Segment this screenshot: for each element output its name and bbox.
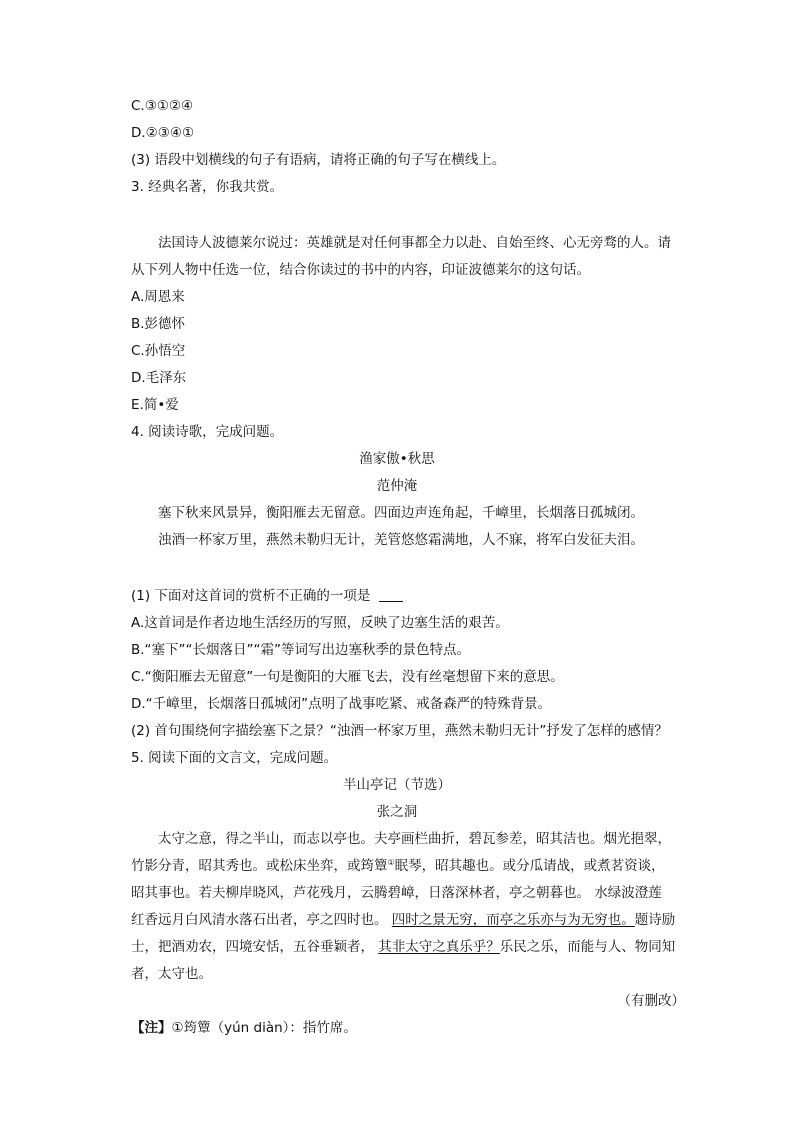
prose-author: 张之洞 — [376, 804, 418, 820]
prose-line-4-part-a: 红香远月白风清水落石出者，亭之四时也。 — [131, 912, 392, 928]
prose-line-1: 太守之意，得之半山，而志以亭也。夫亭画栏曲折，碧瓦参差，昭其洁也。烟光挹翠， — [158, 831, 671, 847]
prose-line-5 — [131, 937, 675, 957]
option-e-jane-eyre: E.简•爱 — [131, 397, 179, 413]
prose-line-2-part-b: 眠琴，昭其趣也。或分瓜请战，或煮茗资谈， — [394, 858, 665, 874]
option-b-peng-dehuai: B.彭德怀 — [131, 316, 186, 332]
question-5-title: 5. 阅读下面的文言文，完成问题。 — [131, 750, 338, 766]
prose-line-5-part-b: 乐民之乐，而能与人、物同知 — [499, 939, 676, 955]
prose-line-2 — [131, 856, 665, 876]
underlined-sentence-2: 其非太守之真乐乎？ — [378, 939, 500, 955]
answer-blank[interactable] — [379, 587, 403, 602]
prose-line-3: 昭其事也。若夫柳岸晓风，芦花残月，云腾碧嶂，日落深林者，亭之朝暮也。 水绿波澄莲 — [131, 885, 662, 901]
option-c-sun-wukong: C.孙悟空 — [131, 343, 186, 359]
question-3-body-line-2: 从下列人物中任选一位，结合你读过的书中的内容，印证波德莱尔的这句话。 — [131, 262, 590, 278]
option-d-mao-zedong: D.毛泽东 — [131, 370, 187, 386]
underlined-sentence-1: 四时之景无穷，而亭之乐亦与为无穷也。 — [391, 912, 635, 928]
prose-line-5-part-a: 士，把酒劝农，四境安恬，五谷垂颖者， — [131, 939, 379, 955]
option-a-zhou-enlai: A.周恩来 — [131, 289, 185, 305]
footnote-body: ①筠簟（yún diàn）：指竹席。 — [171, 1020, 357, 1036]
question-4-option-d: D.“千嶂里，长烟落日孤城闭”点明了战事吃紧、戒备森严的特殊背景。 — [131, 696, 552, 712]
question-3-title: 3. 经典名著，你我共赏。 — [131, 179, 284, 195]
prose-line-6: 者，太守也。 — [131, 966, 212, 982]
question-4-title: 4. 阅读诗歌，完成问题。 — [131, 424, 284, 440]
option-c-previous: C.③①②④ — [131, 98, 194, 114]
poem-line-1: 塞下秋来风景异，衡阳雁去无留意。四面边声连角起，千嶂里，长烟落日孤城闭。 — [158, 505, 644, 521]
question-4-option-a: A.这首词是作者边地生活经历的写照，反映了边塞生活的艰苦。 — [131, 615, 509, 631]
question-4-part-1 — [131, 586, 403, 606]
question-4-part-1-text: (1) 下面对这首词的赏析不正确的一项是 — [131, 588, 375, 604]
prose-line-4-part-b: 题诗励 — [634, 912, 676, 928]
footnote — [131, 1018, 357, 1038]
poem-line-2: 浊酒一杯家万里，燕然未勒归无计，羌管悠悠霜满地，人不寐，将军白发征夫泪。 — [158, 532, 644, 548]
revised-note: （有删改） — [617, 993, 685, 1009]
prose-title: 半山亭记（节选） — [343, 777, 451, 793]
question-4-option-c: C.“衡阳雁去无留意”一句是衡阳的大雁飞去，没有丝毫想留下来的意思。 — [131, 669, 564, 685]
option-d-previous: D.②③④① — [131, 125, 195, 141]
question-4-option-b: B.“塞下”“长烟落日”“霜”等词写出边塞秋季的景色特点。 — [131, 642, 471, 658]
question-3-body-line-1: 法国诗人波德莱尔说过：英雄就是对任何事都全力以赴、自始至终、心无旁骛的人。请 — [158, 235, 671, 251]
poem-title: 渔家傲•秋思 — [359, 451, 435, 467]
footnote-marker: ① — [387, 858, 395, 867]
prose-line-4 — [131, 910, 675, 930]
question-2-part-3: (3) 语段中划横线的句子有语病，请将正确的句子写在横线上。 — [131, 152, 506, 168]
footnote-label: 【注】 — [131, 1020, 172, 1036]
prose-line-2-part-a: 竹影分青，昭其秀也。或松床坐弈，或筠簟 — [131, 858, 388, 874]
question-4-part-2: (2) 首句围绕何字描绘塞下之景？“浊酒一杯家万里，燕然未勒归无计”抒发了怎样的感情？ — [131, 723, 668, 739]
poem-author: 范仲淹 — [376, 478, 418, 494]
